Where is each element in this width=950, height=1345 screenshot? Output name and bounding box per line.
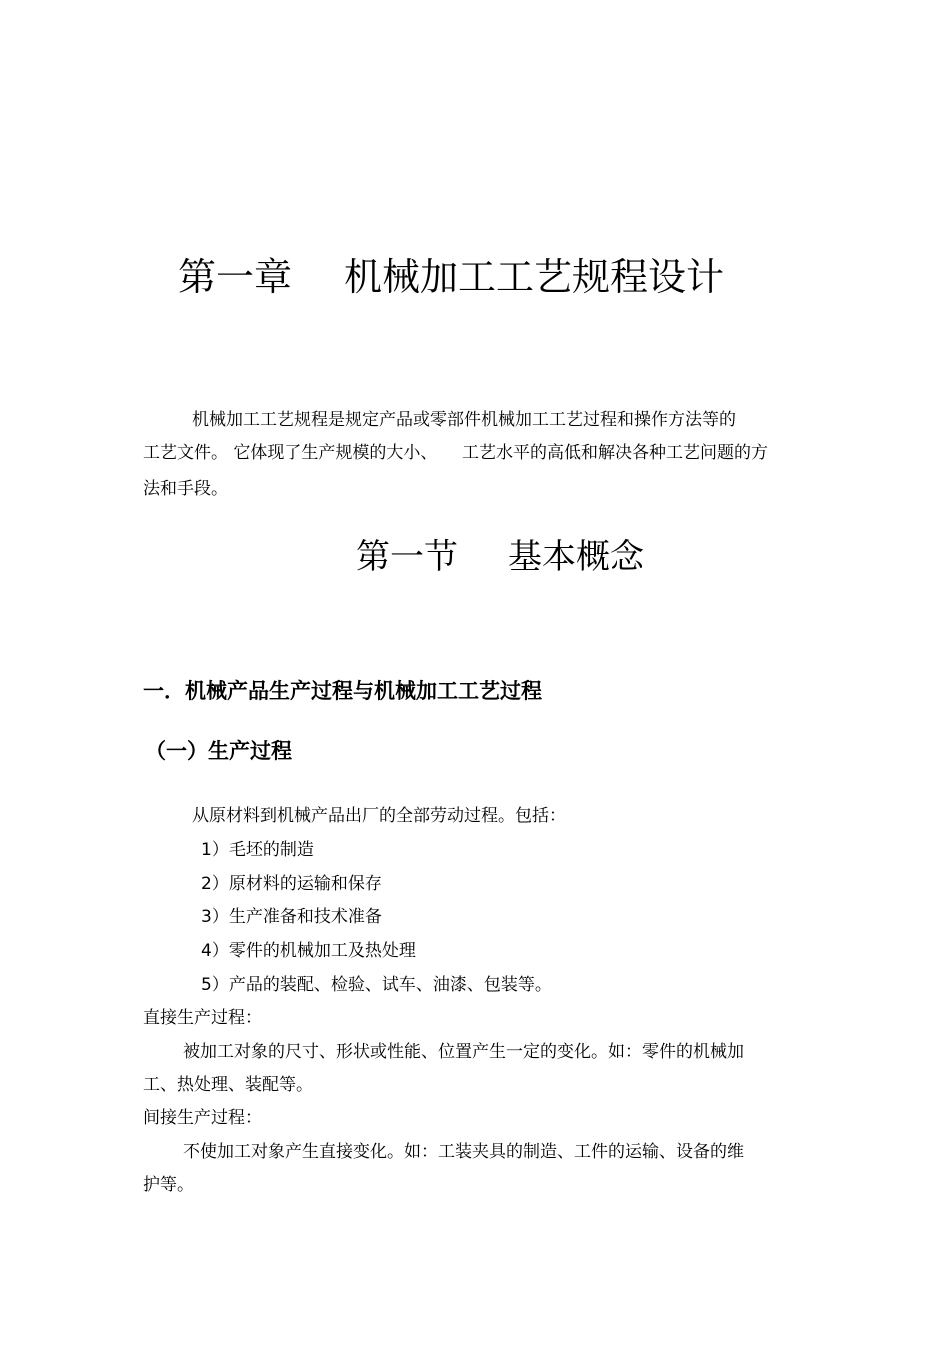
intro-line-2a: 工艺文件。 它体现了生产规模的大小、 <box>143 443 438 463</box>
list-item: 1）毛坯的制造 <box>201 840 314 860</box>
intro-line-3: 法和手段。 <box>143 479 228 499</box>
heading-level-2: （一）生产过程 <box>145 739 292 763</box>
production-lead: 从原材料到机械产品出厂的全部劳动过程。包括： <box>192 806 566 826</box>
list-item: 5）产品的装配、检验、试车、油漆、包装等。 <box>201 975 552 995</box>
direct-process-line-1: 被加工对象的尺寸、形状或性能、位置产生一定的变化。如：零件的机械加 <box>183 1042 744 1062</box>
list-item: 3）生产准备和技术准备 <box>201 907 382 927</box>
heading-level-1: 一．机械产品生产过程与机械加工工艺过程 <box>143 679 542 703</box>
section-number: 第一节 <box>356 537 458 577</box>
chapter-name: 机械加工工艺规程设计 <box>344 255 725 299</box>
list-item: 4）零件的机械加工及热处理 <box>201 941 416 961</box>
intro-line-2b: 工艺水平的高低和解决各种工艺问题的方 <box>462 443 768 463</box>
indirect-process-line-2: 护等。 <box>143 1175 194 1195</box>
section-title <box>356 534 644 580</box>
direct-process-label: 直接生产过程： <box>143 1008 262 1028</box>
indirect-process-line-1: 不使加工对象产生直接变化。如：工装夹具的制造、工件的运输、设备的维 <box>183 1142 744 1162</box>
chapter-title <box>178 252 724 302</box>
list-item: 2）原材料的运输和保存 <box>201 874 382 894</box>
section-name: 基本概念 <box>508 537 644 577</box>
direct-process-line-2: 工、热处理、装配等。 <box>143 1075 313 1095</box>
indirect-process-label: 间接生产过程： <box>143 1108 262 1128</box>
intro-line-1: 机械加工工艺规程是规定产品或零部件机械加工工艺过程和操作方法等的 <box>192 410 736 430</box>
chapter-number: 第一章 <box>178 255 293 299</box>
